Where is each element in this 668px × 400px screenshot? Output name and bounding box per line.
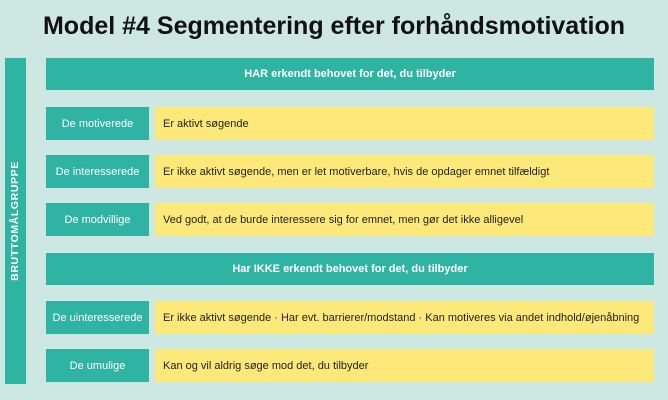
section-header-har: HAR erkendt behovet for det, du tilbyder <box>46 58 654 90</box>
segment-label-interesserede: De interesserede <box>46 155 149 188</box>
segment-desc-modvillige: Ved godt, at de burde interessere sig for emnet, men gør det ikke alligevel <box>155 203 654 236</box>
segment-label-modvillige: De modvillige <box>46 203 149 236</box>
segment-desc-uinteresserede: Er ikke aktivt søgende · Har evt. barrierer/modstand · Kan motiveres via andet indhold/øjenåbning <box>155 301 654 334</box>
segment-desc-interesserede: Er ikke aktivt søgende, men er let motiverbare, hvis de opdager emnet tilfældigt <box>155 155 654 188</box>
segment-label-motiverede: De motiverede <box>46 107 149 140</box>
segment-label-uinteresserede: De uinteresserede <box>46 301 149 334</box>
segment-desc-motiverede: Er aktivt søgende <box>155 107 654 140</box>
segment-desc-umulige: Kan og vil aldrig søge mod det, du tilbyder <box>155 349 654 382</box>
side-label: BRUTTOMÅLGRUPPE <box>9 161 21 281</box>
section-header-har-ikke: Har IKKE erkendt behovet for det, du tilbyder <box>46 253 654 285</box>
segment-label-umulige: De umulige <box>46 349 149 382</box>
page-title: Model #4 Segmentering efter forhåndsmotivation <box>42 12 626 40</box>
